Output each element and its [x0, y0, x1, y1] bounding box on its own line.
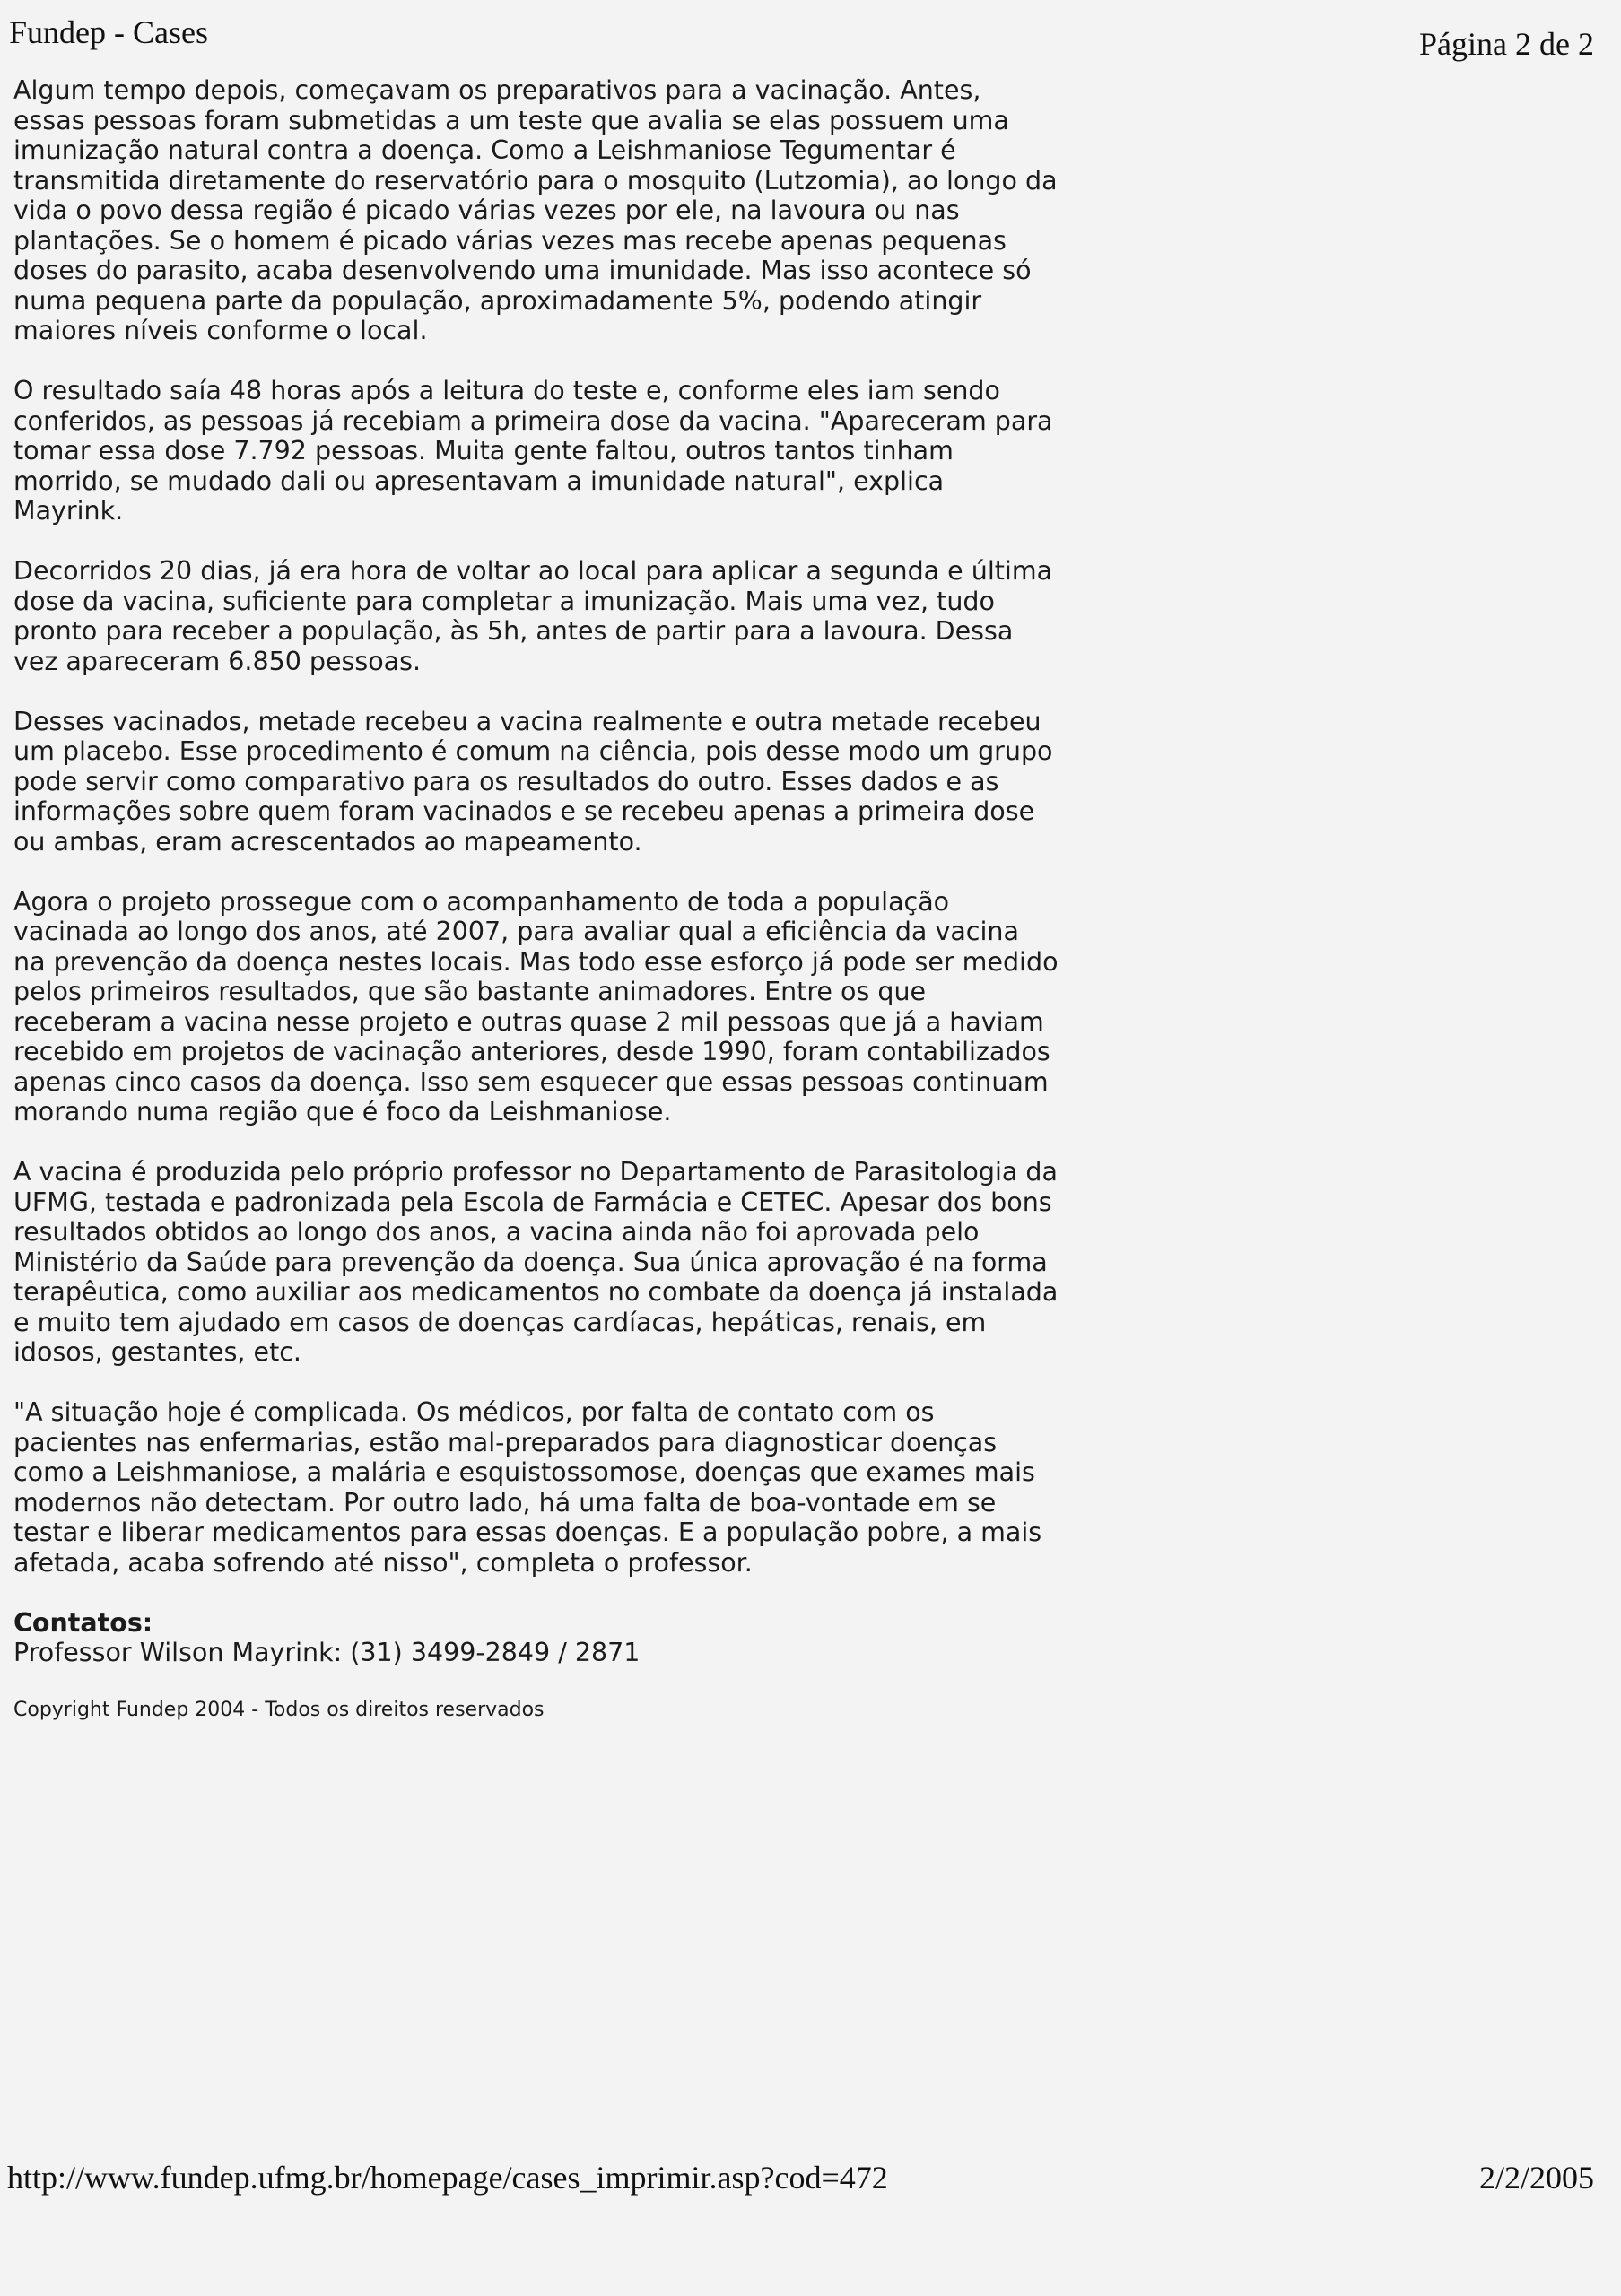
copyright-notice: Copyright Fundep 2004 - Todos os direitos reservados [13, 1699, 545, 1721]
paragraph-second-dose: Decorridos 20 dias, já era hora de voltar ao local para aplicar a segunda e última dose da vacina, suficiente para completar a imunização. Mais uma vez, tudo pronto para receber a população, às 5h, antes de partir para a lavoura. Dessa vez apareceram 6.850 pessoas. [13, 556, 1053, 676]
contacts-heading: Contatos: [13, 1607, 153, 1638]
footer-url: http://www.fundep.ufmg.br/homepage/cases_imprimir.asp?cod=472 [7, 2160, 888, 2196]
paragraph-vaccination-prep: Algum tempo depois, começavam os preparativos para a vacinação. Antes, essas pessoas foram submetidas a um teste que avalia se elas possuem uma imunização natural contra a doença. Como a Leishmaniose Tegumentar é transmitida diretamente do reservatório para o mosquito (Lutzomia), ao longo da vida o povo dessa região é picado várias vezes por ele, na lavoura ou nas plantações. Se o homem é picado várias vezes mas recebe apenas pequenas doses do parasito, acaba desenvolvendo uma imunidade. Mas isso acontece só numa pequena parte da população, aproximadamente 5%, podendo atingir maiores níveis conforme o local. [13, 75, 1058, 345]
paragraph-first-dose: O resultado saía 48 horas após a leitura do teste e, conforme eles iam sendo conferidos, as pessoas já recebiam a primeira dose da vacina. "Apareceram para tomar essa dose 7.792 pessoas. Muita gente faltou, outros tantos tinham morrido, se mudado dali ou apresentavam a imunidade natural", explica Mayrink. [13, 376, 1053, 526]
paragraph-vaccine-production: A vacina é produzida pelo próprio professor no Departamento de Parasitologia da UFMG, testada e padronizada pela Escola de Farmácia e CETEC. Apesar dos bons resultados obtidos ao longo dos anos, a vacina ainda não foi aprovada pelo Ministério da Saúde para prevenção da doença. Sua única aprovação é na forma terapêutica, como auxiliar aos medicamentos no combate da doença já instalada e muito tem ajudado em casos de doenças cardíacas, hepáticas, renais, em idosos, gestantes, etc. [13, 1157, 1059, 1367]
paragraph-project-results: Agora o projeto prossegue com o acompanhamento de toda a população vacinada ao longo dos anos, até 2007, para avaliar qual a eficiência da vacina na prevenção da doença nestes locais. Mas todo esse esforço já pode ser medido pelos primeiros resultados, que são bastante animadores. Entre os que receberam a vacina nesse projeto e outras quase 2 mil pessoas que já a haviam recebido em projetos de vacinação anteriores, desde 1990, foram contabilizados apenas cinco casos da doença. Isso sem esquecer que essas pessoas continuam morando numa região que é foco da Leishmaniose. [13, 886, 1059, 1126]
paragraph-placebo: Desses vacinados, metade recebeu a vacina realmente e outra metade recebeu um placebo. Esse procedimento é comum na ciência, pois desse modo um grupo pode servir como comparativo para os resultados do outro. Esses dados e as informações sobre quem foram vacinados e se recebeu apenas a primeira dose ou ambas, eram acrescentados ao mapeamento. [13, 706, 1053, 857]
site-title: Fundep - Cases [9, 14, 208, 50]
contacts-line: Professor Wilson Mayrink: (31) 3499-2849 / 2871 [13, 1638, 641, 1667]
paragraph-professor-quote: "A situação hoje é complicada. Os médicos, por falta de contato com os pacientes nas enfermarias, estão mal-preparados para diagnosticar doenças como a Leishmaniose, a malária e esquistossomose, doenças que exames mais modernos não detectam. Por outro lado, há uma falta de boa-vontade em se testar e liberar medicamentos para essas doenças. E a população pobre, a mais afetada, acaba sofrendo até nisso", completa o professor. [13, 1397, 1042, 1578]
article-body [13, 75, 1059, 1723]
page-number: Página 2 de 2 [1419, 26, 1594, 62]
footer-date: 2/2/2005 [1478, 2160, 1594, 2196]
